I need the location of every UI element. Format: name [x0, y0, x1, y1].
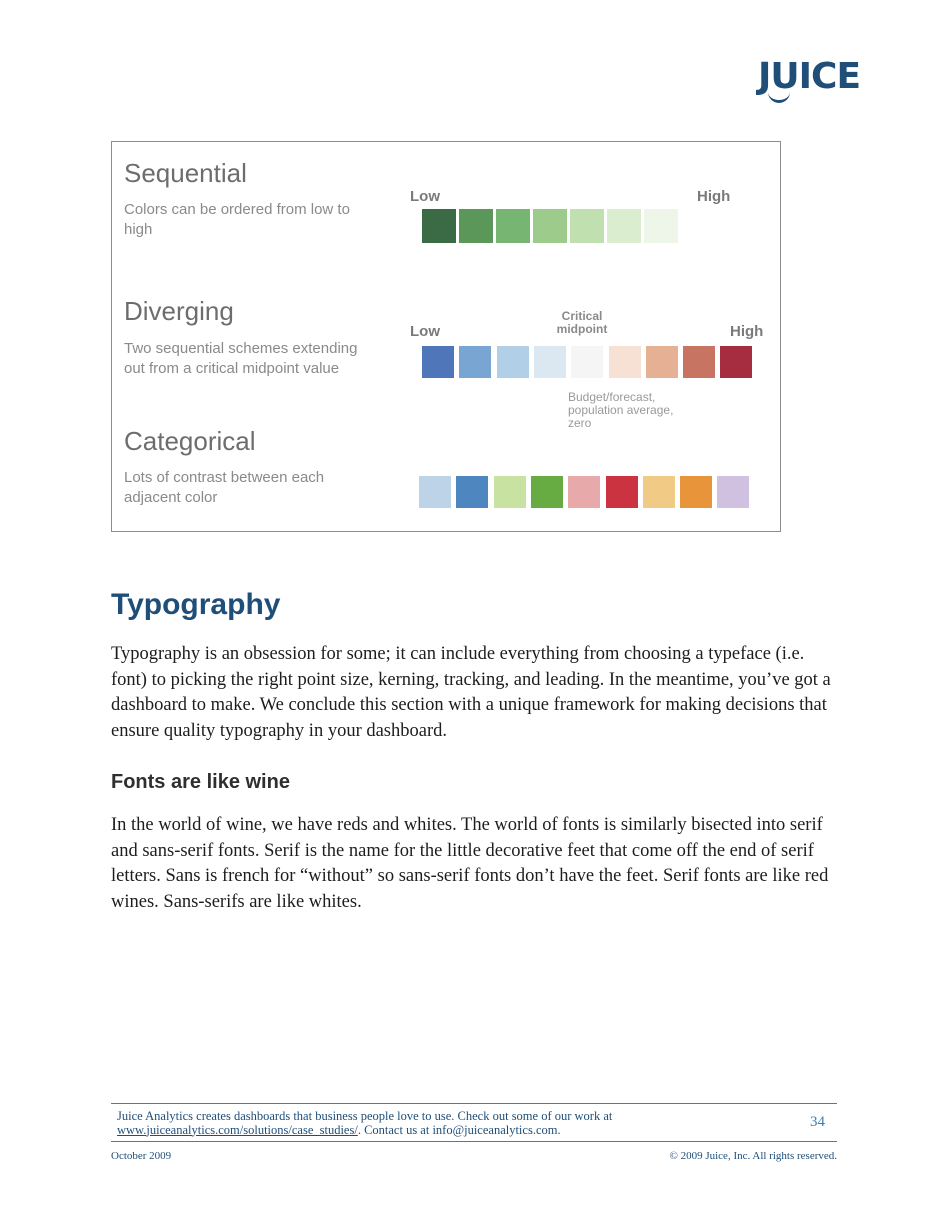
diverging-swatch-6: [609, 346, 641, 378]
juice-logo: JUICE: [758, 56, 861, 97]
diverging-swatch-5: [571, 346, 603, 378]
footer-bottom-rule: [111, 1141, 837, 1142]
footer-copyright: © 2009 Juice, Inc. All rights reserved.: [669, 1150, 837, 1162]
intro-paragraph: Typography is an obsession for some; it can include everything from choosing a typeface (i.e. font) to picking the right point size, kerning, tracking, and leading. In the meantime, you’ve got a dashboard to make. We conclude this section with a unique framework for making decisions that ensure quality typography in your dashboard.: [111, 644, 831, 741]
sequential-title: Sequential: [124, 158, 247, 188]
diverging-swatch-7: [646, 346, 678, 378]
diverging-high-label: High: [730, 323, 764, 340]
footer-date: October 2009: [111, 1150, 172, 1162]
diverging-description: Two sequential schemes extending out from a critical midpoint value: [124, 340, 358, 377]
sequential-swatch-6: [607, 209, 641, 243]
categorical-swatch-7: [643, 476, 675, 508]
categorical-swatch-4: [531, 476, 563, 508]
case-studies-link[interactable]: www.juiceanalytics.com/solutions/case_studies/: [117, 1122, 358, 1137]
diverging-swatch-8: [683, 346, 715, 378]
diverging-swatch-3: [497, 346, 529, 378]
categorical-swatch-9: [717, 476, 749, 508]
subheading: Fonts are like wine: [111, 771, 290, 793]
footer-text-after: . Contact us at info@juiceanalytics.com.: [357, 1122, 561, 1137]
categorical-swatch-2: [456, 476, 488, 508]
categorical-swatch-8: [680, 476, 712, 508]
logo-smile-icon: [768, 92, 790, 103]
sequential-swatch-3: [496, 209, 530, 243]
diverging-low-label: Low: [410, 323, 440, 340]
sequential-swatch-5: [570, 209, 604, 243]
sequential-swatch-2: [459, 209, 493, 243]
sequential-low-label: Low: [410, 188, 440, 205]
diverging-midpoint-label: Critical midpoint: [556, 309, 608, 336]
categorical-title: Categorical: [124, 426, 256, 456]
sequential-description: Colors can be ordered from low to high: [124, 201, 350, 238]
categorical-swatch-1: [419, 476, 451, 508]
categorical-swatch-5: [568, 476, 600, 508]
sequential-high-label: High: [697, 188, 731, 205]
sequential-swatch-4: [533, 209, 567, 243]
categorical-description: Lots of contrast between each adjacent color: [124, 469, 325, 506]
footer-text-before: Juice Analytics creates dashboards that business people love to use. Check out some of our work at: [117, 1109, 613, 1123]
sequential-swatch-7: [644, 209, 678, 243]
diverging-swatch-1: [422, 346, 454, 378]
color-scheme-figure: [111, 141, 781, 532]
sequential-swatch-1: [422, 209, 456, 243]
page-number: 34: [810, 1114, 825, 1130]
diverging-title: Diverging: [124, 296, 234, 326]
categorical-swatch-3: [494, 476, 526, 508]
diverging-swatch-4: [534, 346, 566, 378]
diverging-midpoint-note: Budget/forecast, population average, zero: [568, 390, 674, 430]
categorical-swatch-6: [606, 476, 638, 508]
footer-top-rule: [111, 1103, 837, 1104]
footer-text: [117, 1110, 757, 1137]
diverging-swatch-2: [459, 346, 491, 378]
page-title: Typography: [111, 588, 281, 621]
body-paragraph: In the world of wine, we have reds and whites. The world of fonts is similarly bisected into serif and sans-serif fonts. Serif is the name for the little decorative feet that come off the end of serif letters. Sans is french for “without” so sans-serif fonts don’t have the feet. Serif fonts are like red wines. Sans-serifs are like whites.: [111, 815, 829, 912]
diverging-swatch-9: [720, 346, 752, 378]
